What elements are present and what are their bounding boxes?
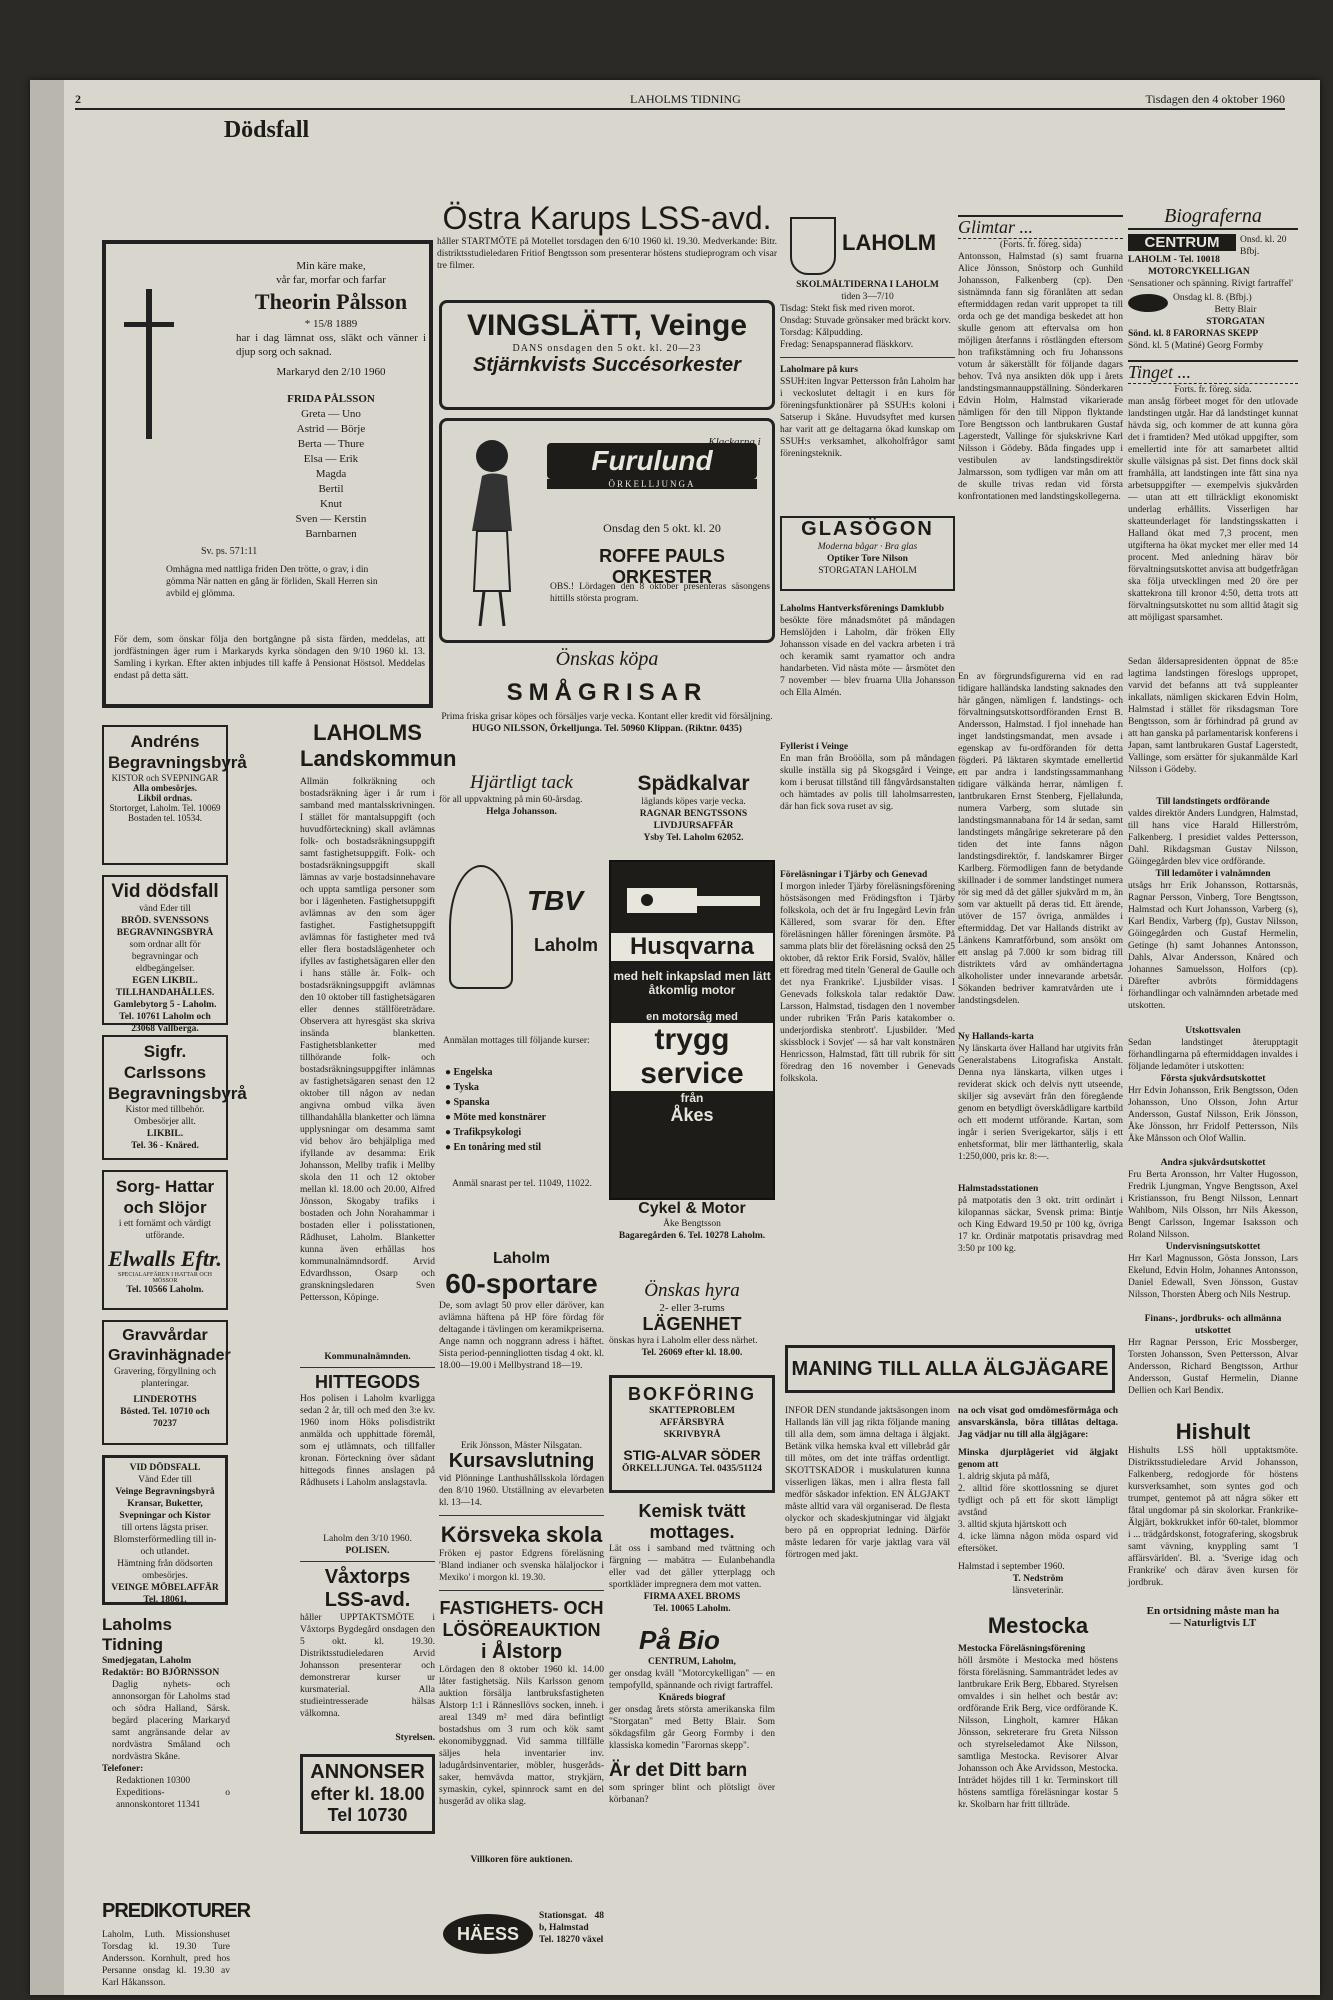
laholm-crest: LAHOLM: [780, 215, 955, 275]
dancer-illustration: [452, 431, 542, 631]
course-label: Spanska: [453, 1097, 490, 1108]
ad-andrens: Andréns Begravningsbyrå KISTOR och SVEPNINGAR Alla ombesörjes. Likbil ordnas. Stortorget, Laholm. Tel. 10069 Bostaden tel. 10534.: [102, 725, 228, 865]
maning-point: 4. icke lämna någon möda ospard vid eftersöket.: [958, 1532, 1118, 1554]
mestocka-title: Mestocka: [987, 1613, 1089, 1638]
ad-furulund: Furulund Klackarna i taket ÖRKELLJUNGA Onsdag den 5 okt. kl. 20 ROFFE PAULS ORKESTER OBS.! Lördagen den 8 oktober presenteras säsongens hittills största program.: [439, 418, 775, 643]
maning-continued: na och visat god omdömesförmåga och ansvarskänsla, böra tillåtas deltaga. Jag vädjar nu till alla älgjägare: Minska djurplågeriet vid älgjakt genom att 1. aldrig skjuta på måfå, 2. alltid före skottlossning se djuret tydligt och på ett för skott lämpligt avstånd 3. alltid skjuta hjärtskott och 4. icke lämna någon möda ospard vid eftersöket. Halmstad i september 1960. T. Nedström länsveterinär. Mestocka Mestocka Föreläsningsförening höll årsmöte i Mestocka med höstens första föreläsning. Sammanträdet ledes av lantbrukare Erik Berg, Ebbared. Styrelsen omvaldes i sin helhet och består av: ordförande Erik Berg, vice ordförande K. Nilsson, Lingholt, kamrer Håkan Jönsson, sekreterare fru Greta Nilsson och styrelseledamot Åke Nilsson, samtliga Mestocka. Revisorer Alvar Johansson och Åke Arvidsson, Mestocka. Inträdet höjdes till 1 kr. Terminskort till höstens samtliga föreläsningar kostar 5 kr. Skolbarn har fritt tillträde.: [958, 1406, 1118, 1810]
ad-centrum: CENTRUM Onsd. kl. 20 Bfbj. LAHOLM - Tel. 10018 MOTORCYKELLIGAN 'Sensationer och spänning. Rivigt fartraffel': [1128, 234, 1293, 289]
family-member: Barnbarnen: [305, 528, 357, 540]
column-3: Östra Karups LSS-avd. håller STARTMÖTE på Motellet torsdagen den 6/10 1960 kl. 19.30. Medverkande: Bitr. distriktsstudieledaren Fritiof Bengtsson som presenterar höstens studieprogram och visar tre filmer. VINGSLÄTT, Veinge DANS onsdagen den 5 okt. kl. 20—23 Stjärnkvists Succésorkester Furulund Klackarna i taket ÖRKELLJUNGA Onsdag den 5 okt. kl. 20 ROFFE PAULS ORKESTER OBS.! Lördagen den 8 oktober presenteras säsongens hittills största program. Önskas köpa SMÅGRISAR Prima friska grisar köpes och försäljes varje vecka. Kontant eller kredit vid försäljning. HUGO NILSSON, Örkelljunga. Tel. 50960 Klippan. (Riktnr. 0435) Hjärtligt tack för all uppvaktning på min 60-årsdag. Helga Johansson. Spädkalvar läglands köpes varje vecka. RAGNAR BENGTSSONS LIVDJURSAFFÄR Ysby Tel. Laholm 62052. TBV Laholm Anmälan mottages till följande kurser: ● Engelska ● Tyska ● Spanska ● Möte med konstnärer ● Trafikpsykologi ● En tonåring med stil Anmäl snarast per tel. 11049, 11022. Husqvarna med helt inkapslad men lätt åtkomlig motor en motorsåg med trygg service från Åkes Cykel & Motor Åke Bengtsson Bagaregården 6. Tel. 10278 Laholm. Laholm 60-sportare De, som avlagt 50 prov eller däröver, kan avlämna häftena på HP före fördag för deltagande i tävlingen om keramikpriserna. Ange namn och noggrann adress i häftet. Sista period-penningliotten tisdag 4 okt. kl. 18.00—19.00 i Mellbystrand 18—19. Erik Jönsson, Mäster Nilsgatan. Önskas hyra 2- eller 3-rums LÄGENHET önskas hyra i Laholm eller dess närhet. Tel. 26069 efter kl. 18.00. Kursavslutning vid Plönninge Lanthushållsskola lördagen den 8/10 1960. Utställning av elevarbeten kl. 13—14. Körsveka skola Fröken ej pastor Edgrens föreläsning 'Bland indianer och svenska hälaljockor i Mexiko' i morgon kl. 19.30. FASTIGHETS- OCH LÖSÖREAUKTION i Ålstorp Lördagen den 8 oktober 1960 kl. 14.00 låter fastighetsäg. Nils Karlsson genom auktion försälja lantbruksfastigheten Ålstorp 1:1 i Rännesllövs socken, inneh. i areal 1349 m² med dära befintligt bostadshus om 3 rum och kök samt ekonomibyggnad. Vid samma tillfälle säljes hela inventarier inv. ladugårdsinventarier, möbler, husgeråds-saker, hemvävda mattor, strykjärn, symaskin, cykel, spinnrock samt en del husgeråd av olika slag. Villkoren före auktionen. HÄESS Stationsgat. 48 b, Halmstad Tel. 18270 växel BOKFÖRING SKATTEPROBLEM AFFÄRSBYRÅ SKRIVBYRÅ STIG-ALVAR SÖDER ÖRKELLJUNGA. Tel. 0435/51124 Kemisk tvätt mottages. Lät oss i samband med tvättning och färgning — mabätra — Eulanbehandla eller vad det gäller ytterplagg och sportkläder impregnera dem mot vatten. FIRMA AXEL BROMS Tel. 10065 Laholm. På Bio CENTRUM, Laholm, ger onsdag kväll "Motorcykelligan" — en tempofylld, spännande och rivigt fartraffel. Knäreds biograf ger onsdag årets största amerikanska film "Storgatan" med Betty Blair. Som sökdagsfilm går Georg Formby i den klassiska komedin "Farornas skepp". Är det Ditt barn som springer blint och plötsligt över körbanan?: [437, 200, 777, 1965]
ad-60-sportare: Laholm 60-sportare De, som avlagt 50 prov eller däröver, kan avlämna häftena på HP före fördag för deltagande i tävlingen om keramikpriserna. Ange namn och noggrann adress i häftet. Sista period-penningliotten tisdag 4 okt. kl. 18.00—19.00 i Mellbystrand 18—19. Erik Jönsson, Mäster Nilsgatan.: [439, 1250, 604, 1451]
family-member: Magda: [315, 468, 347, 480]
bullet-icon: ●: [445, 1097, 454, 1108]
vaxtorps-title: Våxtorps LSS-avd.: [324, 1566, 411, 1611]
course-label: Engelska: [453, 1067, 493, 1078]
hittegods-title: HITTEGODS: [314, 1372, 420, 1392]
elwalls-logo: Elwalls Eftr.: [108, 1246, 222, 1271]
maning-point: 3. alltid skjuta hjärtskott och: [958, 1520, 1067, 1530]
meal-list: [780, 303, 955, 351]
course-item: [445, 1095, 603, 1110]
family-member: Sven — Kerstin: [295, 513, 367, 525]
dodsfall-heading: Dödsfall: [223, 117, 310, 143]
page-number: 2: [75, 92, 81, 106]
furulund-logo: Furulund: [547, 443, 757, 479]
meal-row: Tisdag: Stekt fisk med riven morot.: [780, 304, 915, 314]
bullet-icon: ●: [445, 1127, 454, 1138]
death-notice: Min käre make, vår far, morfar och farfar Theorin Pålsson * 15/8 1889 har i dag lämnat oss, släkt och vänner i djup sorg och saknad. Markaryd den 2/10 1960 FRIDA PÅLSSON Greta — Uno Astrid — Börje Berta — Thure Elsa — Erik Magda Bertil Knut Sven — Kerstin Barnbarnen Sv. ps. 571:11 Omhägna med nattliga friden Den trötte, o grav, i din gömma När natten en gång är förliden, Skall Herren sin avbild ej glömma. För dem, som önskar följa den bortgångne på sista färden, meddelas, att jordfästningen äger rum i Markaryds kyrka söndagen den 9/10 1960 kl. 13. Samling i kyrkan. Efter akten inbjudes till kaffe å Pensionat Höstsol. Meddelas endast på detta sätt.: [102, 240, 433, 708]
family-member: Bertil: [318, 483, 344, 495]
kursavslutning: Kursavslutning vid Plönninge Lanthushållsskola lördagen den 8/10 1960. Utställning av elevarbeten kl. 13—14. Körsveka skola Fröken ej pastor Edgrens föreläsning 'Bland indianer och svenska hälaljockor i Mexiko' i morgon kl. 19.30. FASTIGHETS- OCH LÖSÖREAUKTION i Ålstorp Lördagen den 8 oktober 1960 kl. 14.00 låter fastighetsäg. Nils Karlsson genom auktion försälja lantbruksfastigheten Ålstorp 1:1 i Rännesllövs socken, inneh. i areal 1349 m² med dära befintligt bostadshus om 3 rum och kök samt ekonomibyggnad. Vid samma tillfälle säljes hela inventarier inv. ladugårdsinventarier, möbler, husgeråds-saker, hemvävda mattor, strykjärn, symaskin, cykel, spinnrock samt en del husgeråd av olika slag. Villkoren före auktionen.: [439, 1450, 604, 1865]
ad-vid-dodsfall: Vid dödsfall vänd Eder till BRÖD. SVENSSONS BEGRAVNINGSBYRÅ som ordnar allt för begravningar och eldbegängelser. EGEN LIKBIL. TILLHANDAHÅLLES. Gamlebytorg 5 - Laholm. Tel. 10761 Laholm och 23068 Vallberga.: [102, 875, 228, 1025]
tbv-logo: TBV: [527, 885, 583, 916]
course-label: Möte med konstnärer: [453, 1112, 547, 1123]
maning-banner: MANING TILL ALLA ÄLGJÄGARE: [785, 1345, 1115, 1393]
family-member: Berta — Thure: [297, 438, 365, 450]
column-6: Biograferna CENTRUM Onsd. kl. 20 Bfbj. LAHOLM - Tel. 10018 MOTORCYKELLIGAN 'Sensationer och spänning. Rivigt fartraffel' Onsdag kl. 8. (Bfbj.) Betty Blair STORGATAN Sönd. kl. 8 FARORNAS SKEPP Sönd. kl. 5 (Matiné) Georg Formby Tinget ... Forts. fr. föreg. sida. man ansåg förbeet moget för den utlovade landstingen utgår. Har då landstinget kunnat hävda sig, och kommer de att kunna göra det i framtiden? Med utökad uppgifter, som emellertid inte för att samarbetet alltid skulle välsignas på sist. Det finns dock skäl framhålla, att landstingen inte fått sina nya arbetsuppgifter — exempelvis sjukvården — utan att ett tillräckligt ekonomiskt underlag erhållits. Visserligen har skatteunderlaget för landstingsskatten i Halland ökat med 7,3 procent, men utgifterna ha ökat mycket mer eller med 14 procent. Med anledning härav bör förvaltningsutskottet anvisa att budgetfrågan ska följa utvecklingen med 20 öre per skattekrona till kronor 4:50, detta trots att förvaltningsutskottet nu som alltid åtagit sig att möjligast sparsamhet. Sedan åldersapresidenten öppnat de 85:e lagtima landstingen föreslogs uppropet, varvid det befanns att två suppleanter inkallats, nämligen skickaren Edvin Holm, Halmstad i stället för riksdagsman Tore Bengtsson, som är förhindrad på grund av att han ganska på parlamentarisk konferens i Japan, samt lantbrukaren Gustaf Lagerstedt, Vallinge, som ersätter för sjukanmälde Karl Nilsson i Gödeby. Till landstingets ordförande valdes direktör Anders Lundgren, Halmstad, till hans vice Harald Hillerström, Falkenberg. I presidiet valdes Pettersson, Dahl. Rikdagsman Gustav Nilsson, Göingegården blev vice ordförande. Till ledamöter i valnämnden utsågs hrr Erik Johansson, Rottarsnäs, Ragnar Persson, Vinberg, Tore Bengtsson, Halmstad och Kurt Johansson, Varberg (s), Karl Bendix, Varberg (fp), Gustav Nilsson, Göingegården och Gustaf Hermelin, Getinge (h) samt Johannes Antonsson, Dahls, Alvar Andersson, Knäred och Johannes Samuelsson, Holfors (cp). Därefter avbröts förmiddagens förhandlingar och valnämnden arbetade med utskotten. Utskottsvalen Sedan landstinget återupptagit förhandlingarna på eftermiddagen invaldes i följande ledamöter i utskotten: Första sjukvårdsutskottet Hrr Edvin Johansson, Erik Bengtsson, Oden Johansson, Uno Olsson, John Artur Andersson, Gustaf Nilsson, Erik Jönsson, Åke Jönsson, hrr Fridolf Pettersson, Nils Åke Månsson och Olof Wallin. Andra sjukvårdsutskottet Fru Berta Aronsson, hrr Valter Hugosson, Fredrik Ljungman, Yngve Bengtsson, Axel Kristiansson, fru Bengt Nilsson, Lennart Wahlbom, Nils Olsson, hrr Nils Åkesson, Bengt Carlsson, Ingemar Isaksson och Roland Nilsson. Undervisningsutskottet Hrr Karl Magnusson, Gösta Jonsson, Lars Ekelund, Edvin Holm, Johannes Antonsson, Daniel Edewall, Sven Jönsson, Gustav Nilsson, Thorsten Åberg och Nils Nestrup. Finans-, jordbruks- och allmänna utskottet Hrr Ragnar Persson, Eric Mossberger, Torsten Johansson, Sven Pettersson, Alvar Andersson, Richard Bengtsson, Arthur Andersson, Gustaf Hermelin, Dianne Dellien och Karl Bendix. Hishult Hishults LSS höll upptaktsmöte. Distriktsstudieledare Arvid Johansson, Falkenberg, redogjorde för höstens kursverksamhet, som syntes god och trumpet, gentemot på att några söker ett fåtal ungdomar på sin skolorkar. Frankrike-Älgjärt, bokkrukket inför 60-talet, blommor i ... trädgårdskonst, fotografering, skogsbruk samt vävning, knyppling samt 'I affärsvärlden'. Bl. a. 'Sverige idag och Frankrike' och därav även kursen för jordbruk. En ortsidning måste man ha — Naturligtvis LT: [1128, 205, 1298, 1629]
ad-glasogon: GLASÖGON Moderna bågar · Bra glas Optiker Tore Nilson STORGATAN LAHOLM: [780, 516, 955, 591]
page-fold-edge: [30, 80, 64, 1995]
ad-veinge-begravning: VID DÖDSFALL Vänd Eder till Veinge Begravningsbyrå Kransar, Buketter, Svepningar och Kistor till ortens lägsta priser. Blomsterförmedling till in- och utlandet. Hämtning från dödsorten ombesörjes. VEINGE MÖBELAFFÄR Tel. 18061.: [102, 1455, 228, 1605]
family-list: [236, 392, 426, 542]
haess-logo: HÄESS: [443, 1914, 533, 1954]
bullet-icon: ●: [445, 1142, 454, 1153]
maning-text: INFOR DEN stundande jaktsäsongen inom Hallands län vill jag rikta följande maning till alla dem, som ämna deltaga i älgjakt. Betänk vilka hemska kval ett villebråd går till mötes, om det inte träffas ordentligt. SKOTTSKADOR i muskulaturen kunna visserligen läkas, men i allra flesta fall medför såskador infektion. EN ÄLGJAKT måste alltid vara väl organiserad. De flesta olyckor och skadeskjutningar vid älgjakt bero på en oppropriat ledning. Därför måste ledaren för varje jaktlag vara väl förtrogen med jakt.: [785, 1406, 950, 1560]
bullet-icon: ●: [445, 1067, 454, 1078]
verse: Omhägna med nattliga friden Den trötte, o grav, i din gömma När natten en gång är förliden, Skall Herren sin avbild ej glömma.: [166, 565, 378, 599]
ad-bokforing: BOKFÖRING SKATTEPROBLEM AFFÄRSBYRÅ SKRIVBYRÅ STIG-ALVAR SÖDER ÖRKELLJUNGA. Tel. 0435/51124 Kemisk tvätt mottages. Lät oss i samband med tvättning och färgning — mabätra — Eulanbehandla eller vad det gäller ytterplagg och sportkläder impregnera dem mot vatten. FIRMA AXEL BROMS Tel. 10065 Laholm. På Bio CENTRUM, Laholm, ger onsdag kväll "Motorcykelligan" — en tempofylld, spännande och rivigt fartraffel. Knäreds biograf ger onsdag årets största amerikanska film "Storgatan" med Betty Blair. Som sökdagsfilm går Georg Formby i den klassiska komedin "Farornas skepp". Är det Ditt barn som springer blint och plötsligt över körbanan?: [609, 1375, 775, 1806]
tbv-figure-icon: [449, 865, 513, 989]
ake-cykel: Cykel & Motor Åke Bengtsson Bagaregården 6. Tel. 10278 Laholm.: [618, 1200, 766, 1241]
course-label: Tyska: [453, 1082, 479, 1093]
bio-logo: På Bio: [639, 1625, 720, 1655]
ad-tbv: TBV Laholm Anmälan mottages till följande kurser: ● Engelska ● Tyska ● Spanska ● Möte med konstnärer ● Trafikpsykologi ● En tonåring med stil Anmäl snarast per tel. 11049, 11022.: [439, 860, 604, 1240]
family-member: Astrid — Börje: [296, 423, 366, 435]
ostra-karups-title: Östra Karups LSS-avd.: [442, 200, 772, 236]
bio-badge-icon: [1128, 294, 1168, 312]
course-item: [445, 1065, 603, 1080]
ad-gravvardar: Gravvårdar Gravinhägnader Gravering, förgyllning och planteringar. LINDEROTHS Bösted. Tel. 10710 och 70237: [102, 1320, 228, 1445]
course-label: En tonåring med stil: [453, 1142, 542, 1153]
ad-sorg-hattar: Sorg- Hattar och Slöjor i ett fornämt och värdigt utförande. Elwalls Eftr. SPECIALAFFÄREN I HATTAR OCH MÖSSOR Tel. 10566 Laholm.: [102, 1170, 228, 1310]
ad-smagrisar: Önskas köpa SMÅGRISAR Prima friska grisar köpes och försäljes varje vecka. Kontant eller kredit vid försäljning. HUGO NILSSON, Örkelljunga. Tel. 50960 Klippan. (Riktnr. 0435): [441, 648, 773, 734]
ad-vingslatt: VINGSLÄTT, Veinge DANS onsdagen den 5 okt. kl. 20—23 Stjärnkvists Succésorkester: [439, 300, 775, 410]
maning-point: 2. alltid före skottlossning se djuret tydligt och på ett för skott lämpligt avstånd: [958, 1484, 1118, 1518]
issue-date: Tisdagen den 4 oktober 1960: [1145, 92, 1285, 106]
folkrakning-text: Allmän folkräkning och bostadsräkning äger i år rum i samband med mantalsskrivningen. I stället för mantalsuppgift (och huvudförteckning) skall avlämnas folk- och bostadsräkningsuppgift samt fastighetsuppgift. Folk- och bostadsräkningsuppgift skall lämnas av varje bostadsinnehavare och uppta samtliga personer som bor i lägenheten. Fastighetsuppgift avlämnas av den som äger fastighet. Fastighetsuppgift avlämnas för fastigheter med två eller flera bostadslägenheter och ifylles av fastighetsägaren eller den i hans ställe är. Folk- och bostadsräkningsuppgift avlämnas den 10 oktober till fastighetsägaren eller dennes ställföreträdare. Observera att hyresgäst ska skriva insända blanketten. Fastighetsblanketter med tillhörande folk- och bostadsräkningsuppgifter inlämnas av fastighetsägaren senast den 12 oktober till någon av nedan angivna ombud vilka även tillhandahålla blanketter och lämna upplysningar om desamma samt vid behov äro behjälpliga med ifyllande av desamma: Erik Johansson, Mellby trafik i Mellby skola den 11 och 12 oktober mellan kl. 18.00 och 20.00, Alfred Jönsson, Skogaby trafiks i bostaden och John Norahammar i bostaden eller i polisstationen, Rådhuset, Laholm. Blanketter kunna även erhållas hos kommunalnämndsordf. Arvid Edvardhsson, Osarp och granskningsledaren Sven Pettersson, Köpinge.: [300, 777, 435, 1303]
column-5: Glimtar ... (Forts. fr. föreg. sida) Antonsson, Halmstad (s) samt fruarna Alice Jönsson, Snöstorp och Gunhild Johansson, Falkenberg (cp). Den sistnämnda fann sig föranlåten att sedan eftermiddagen redan varit uppropet ta till orda och ge det mandiga beskedet att hon skulle genom att eftervalsa om hon möjligen återfanns i röstlängden eftersom hon trafikstämning och fru Johanssons votum år säkerställt för följande dagars behov. Två nya ansikten dök upp i årets landstingsmannauppställning. Sönderkaren Edvin Holm, Halmstad vikarierade nämligen för den till Nippon flyktande Tore Bengtsson och lantbrukaren Gustaf Lagerstedt, Vallinge för sjukskrivne Karl Nilsson i Gödeby. Båda fingades upp i vestibulen av landstingsdirektör Jalmarsson, som tydligen var mån om att de skulle trivas redan vid första konfrontationen med landstingskollegerna. En av förgrundsfigurerna vid en rad tidigare halländska landsting saknades den här gången, nämligen f. landstings- och förvaltningsutskottsordföranden Ernst B. Andersson, Halmstad. I fjol innehade han inget landstingsmandat, men avsade i egenskap av fu-ordföranden för detta fögderi. På läktaren skymtade emellertid ett par andra i landstingssammanhang tidigare välkända herrar, nämligen f. lantbrukaren Ernst Stenberg, Fjellalunda, numera Varberg, som slutade sin landstingsmannabana för 14 år sedan, samt landstingets mångårige sekreterare på den tiden det inte fanns någon landstingsdirektör, f. landskamrer Birger Karlberg. Förmodligen fann de betydande skillnader i de sommer landstinget numera rör sig med då det gäller sjukvård m m, än som var aktuellt på deras tid. Ett ärende, utöver de 157 övriga, anmäldes i eftermiddag. Det var Hallands distrikt av Länkens Kamratförbund, som ansökt om ett anslag på 7.000 kr som bidrag till distriktets vård av omhändertagna alkoholister under innevarande arbetsår. Sökanden bedriver kamratvården ute i landstingsdelen. Ny Hallands-karta Ny länskarta över Halland har utgivits från Generalstabens Litografiska Anstalt. Denna nya länskarta, vilken utges i reviderat skick och delvis nytt utseende, skiljer sig avsevärt från den föregående genom en betydligt överskådligare kartbild och ett modernt utförande. Kartan, som ingår i serien Sverigekartor, säljs i ett enhetsformat, blir mer lätthanterlig, skala 1:250,000, pris kr. 8:—. Halmstadsstationen på matpotatis den 3 okt. tritt ordinärt i kilopannas säckar, Svensk prima: Bintje och King Edward 19.50 pr 100 kg, övriga 17 kr. Ordinär matpotatis prisavdrag med 3:50 pr 100 kg.: [958, 217, 1123, 1254]
funeral-info: För dem, som önskar följa den bortgångne på sista färden, meddelas, att jordfästningen äger rum i Markaryds kyrka söndagen den 9/10 1960 kl. 13. Samling i kyrkan. Efter akten inbjudes till kaffe å Pensionat Höstsol. Meddelas endast på detta sätt.: [114, 635, 425, 681]
deceased-name: Theorin Pålsson: [254, 289, 408, 314]
chainsaw-illustration: [617, 868, 767, 928]
paper-title: LAHOLMS TIDNING: [630, 92, 741, 106]
course-item: [445, 1125, 603, 1140]
widow-name: FRIDA PÅLSSON: [287, 393, 375, 405]
bullet-icon: ●: [445, 1082, 454, 1093]
ad-haess: HÄESS Stationsgat. 48 b, Halmstad Tel. 18270 växel: [439, 1910, 604, 1960]
cross-icon: [146, 289, 152, 439]
predikoturer: PREDIKOTURER Laholm, Luth. Missionshuset Torsdag kl. 19.30 Ture Andersson. Kornhult, pred hos Persanne onsdag kl. 19.30 av Karl Håkansson.: [102, 1900, 251, 1988]
course-item: [445, 1110, 603, 1125]
family-member: Elsa — Erik: [303, 453, 359, 465]
glimtar-title: Glimtar ...: [958, 215, 1123, 239]
ad-husqvarna: Husqvarna med helt inkapslad men lätt åtkomlig motor en motorsåg med trygg service från Åkes: [609, 860, 775, 1200]
maning-point: 1. aldrig skjuta på måfå,: [958, 1472, 1050, 1482]
page-header: [75, 92, 1285, 110]
biograferna-title: Biograferna: [1128, 205, 1298, 230]
ad-sigfr-carlssons: Sigfr. Carlssons Begravningsbyrå Kistor med tillbehör. Ombesörjer allt. LIKBIL. Tel. 36 - Knäred.: [102, 1035, 228, 1160]
maning-points: [958, 1471, 1118, 1555]
family-member: Greta — Uno: [301, 408, 361, 420]
onskas-hyra: Önskas hyra 2- eller 3-rums LÄGENHET önskas hyra i Laholm eller dess närhet. Tel. 26069 efter kl. 18.00.: [609, 1280, 758, 1358]
ad-annonser: ANNONSER efter kl. 18.00 Tel 10730: [300, 1754, 435, 1834]
tinget-title: Tinget ...: [1128, 360, 1298, 384]
column-4: LAHOLM SKOLMÅLTIDERNA I LAHOLM tiden 3—7/10 Tisdag: Stekt fisk med riven morot. Onsdag: Stuvade grönsaker med bräckt korv. Torsdag: Kålpudding. Fredag: Senapspannerad fläskkorv. Laholmare på kurs SSUH:iten Ingvar Pettersson från Laholm har i veckoslutet deltagit i en kurs för föreningsfunktionärer på SSUH:s koloni i Satserup i Skåne. Huvudsyftet med kursen har varit att ge deltagarna ökad kunskap om SSUH:s verksamhet, alkoholfrågor samt föreningsteknik. GLASÖGON Moderna bågar · Bra glas Optiker Tore Nilson STORGATAN LAHOLM Laholms Hantverksförenings Damklubb besökte före månadsmötet på måndagen Hemslöjden i Laholm, där fröken Elly Johansson visade en del vackra arbeten i trä och keramik samt ryamattor och andra handarbeten. Vid nästa möte — årsmötet den 7 november — blev fruarna Ulla Johansson och Ella Almén. Fyllerist i Veinge En man från Broöölla, som på måndagen skulle inställa sig på Skogsgård i Veinge, kom i berusat tillstånd till fångvårdsanstalten och hämtades av polis till laholmsarresten, där han fick sova ruset av sig. Föreläsningar i Tjärby och Genevad I morgon inleder Tjärby föreläsningsförening höstsäsongen med Frödingsfton i Tjärby folkskola, och det är fru Ingegärd Levin från Källered, som svarar för den. Efter föreläsningen håller föreningen årsmöte. På samma plats blir det föreläsning också den 25 oktober, då rektor Erik Forsid, Svalöv, håller ett föredrag med titeln 'General de Gaulle och det nya Frankrike'. Ljusbilder visas. I Genevads folkskola talar redaktör Daw. Larsson, Halmstad, tisdagen den 1 november under rubriken 'Från Paris katakomber o. underjordiska stenbrott'. Ljusbilder. 'Med skissblock i Sovjet' — så har valt konstnären Henricsson, Halmstad, fått till rubrik för sitt föredrag den 16 november i Genevads folkskola.: [780, 215, 955, 1340]
bullet-icon: ●: [445, 1112, 454, 1123]
course-item: [445, 1140, 603, 1155]
hjartligt-tack: Hjärtligt tack för all uppvaktning på min 60-årsdag. Helga Johansson.: [439, 772, 583, 817]
crest-icon: [790, 217, 836, 275]
course-list: [445, 1065, 603, 1155]
ad-storgatan-bio: Onsdag kl. 8. (Bfbj.) Betty Blair STORGATAN Sönd. kl. 8 FARORNAS SKEPP Sönd. kl. 5 (Matiné) Georg Formby: [1128, 293, 1265, 351]
meal-row: Fredag: Senapspannerad fläskkorv.: [780, 340, 914, 350]
meal-row: Onsdag: Stuvade grönsaker med bräckt korv.: [780, 316, 951, 326]
course-item: [445, 1080, 603, 1095]
laholms-kommun-title: LAHOLMS Landskommun: [300, 720, 457, 771]
hishult-title: Hishult: [1175, 1419, 1251, 1444]
meal-row: Torsdag: Kålpudding.: [780, 328, 863, 338]
course-label: Trafikpsykologi: [453, 1127, 522, 1138]
family-member: Knut: [320, 498, 342, 510]
column-2: LAHOLMS Landskommun Allmän folkräkning och bostadsräkning äger i år rum i samband med mantalsskrivningen. I stället för mantalsuppgift (och huvudförteckning) skall avlämnas folk- och bostadsräkningsuppgift samt fastighetsuppgift. Folk- och bostadsräkningsuppgift skall lämnas av varje bostadsinnehavare och uppta samtliga personer som bor i lägenheten. Fastighetsuppgift avlämnas av den som äger fastighet. Fastighetsuppgift avlämnas för fastigheter med två eller flera bostadslägenheter och ifylles av fastighetsägaren eller den i hans ställe är. Folk- och bostadsräkningsuppgift avlämnas den 10 oktober till fastighetsägaren eller dennes ställföreträdare. Observera att hyresgäst ska skriva insända blanketten. Fastighetsblanketter med tillhörande folk- och bostadsräkningsuppgifter inlämnas av fastighetsägaren senast den 12 oktober till någon av nedan angivna ombud vilka även tillhandahålla blanketter och lämna upplysningar om desamma samt vid behov äro behjälpliga med ifyllande av desamma: Erik Johansson, Mellby trafik i Mellby skola den 11 och 12 oktober mellan kl. 18.00 och 20.00, Alfred Jönsson, Skogaby trafiks i bostaden och John Norahammar i bostaden eller i polisstationen, Rådhuset, Laholm. Blanketter kunna även erhållas hos kommunalnämndsordf. Arvid Edvardhsson, Osarp och granskningsledaren Sven Pettersson, Köpinge. Kommunalnämnden. HITTEGODS Hos polisen i Laholm kvarligga sedan 2 år, till och med den 3:e kv. 1960 inom Höks polisdistrikt anmälda och upphittade föremål, som ej utlämnats, och tillfaller kronan. Förteckning över sådant hittegods finnes anslagen på Rådhusets i Laholm anslagstavla. Laholm den 3/10 1960. POLISEN. Våxtorps LSS-avd. håller UPPTAKTSMÖTE i Våxtorps Bygdegård onsdagen den 5 okt. kl. 19.30. Distriktsstudieledaren Arvid Johansson presenterar och demonstrerar kurser ur kursmaterial. Alla studieintresserade hälsas välkomna. Styrelsen. ANNONSER efter kl. 18.00 Tel 10730: [300, 720, 435, 1965]
ad-spadkalvar: Spädkalvar läglands köpes varje vecka. RAGNAR BENGTSSONS LIVDJURSAFFÄR Ysby Tel. Laholm 62052.: [637, 772, 750, 843]
masthead: Laholms Tidning Smedjegatan, Laholm Redaktör: BO BJÖRNSSON Daglig nyhets- och annonsorgan för Laholms stad och södra Halland, Särsk. begärd placering Markaryd samt angränsande delar av nordvästra Småland och nordvästra Skåne. Telefoner: Redaktionen 10300 Expeditions- o annonskontoret 11341: [102, 1615, 230, 1810]
